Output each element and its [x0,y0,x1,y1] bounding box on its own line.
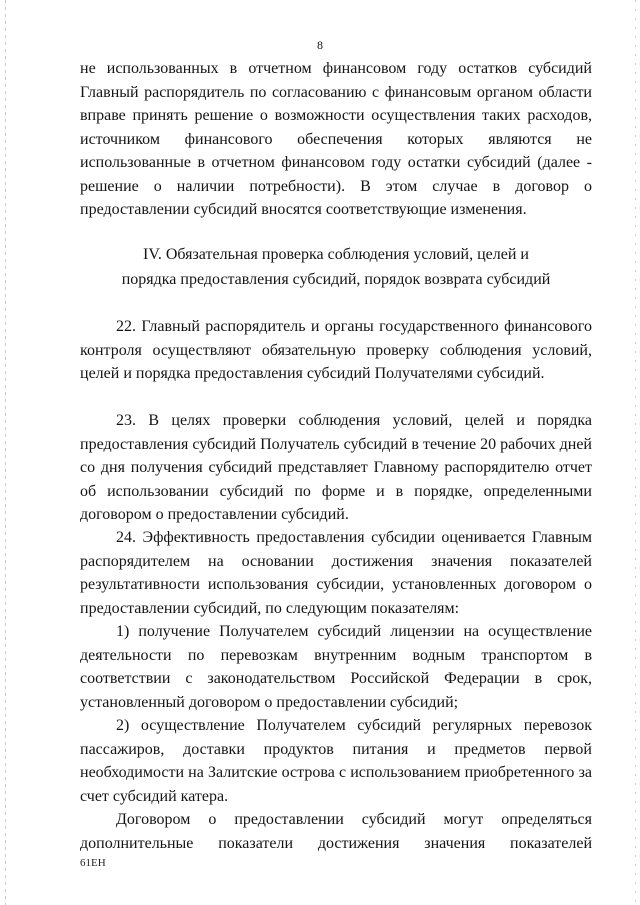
list-item-2: 2) осуществление Получателем субсидий регулярных перевозок пассажиров, доставки продуктов питания и предметов первой необходимости на Залитские острова с использованием приобретенного за счет субсидий катера. [80,717,592,805]
paragraph-intro: не использованных в отчетном финансовом году остатков субсидий Главный распорядитель по согласованию с финансовым органом области вправе принять решение о возможности осуществления таких расходов, источником финансового обеспечения которых являются не использованные в отчетном финансовом году остатки субсидий (далее - решение о наличии потребности). В этом случае в договор о предоставлении субсидий вносятся соответствующие изменения. [80,60,592,218]
scan-edge-right [635,0,636,905]
section-heading-line-1: IV. Обязательная проверка соблюдения условий, целей и [143,246,529,263]
clause-24: 24. Эффективность предоставления субсидии оценивается Главным распорядителем на основании достижения значения показателей результативности использования субсидии, установленных договором о предоставлении субсидий, по следующим показателям: [80,529,592,617]
scan-edge-left [5,0,6,905]
clause-22: 22. Главный распорядитель и органы государственного финансового контроля осуществляют обязательную проверку соблюдения условий, целей и порядка предоставления субсидий Получателями субсидий. [80,318,592,382]
section-heading [80,242,592,292]
section-heading-line-2: порядка предоставления субсидий, порядок возврата субсидий [121,271,551,288]
list-item-1: 1) получение Получателем субсидий лицензии на осуществление деятельности по перевозкам внутренним водным транспортом в соответствии с законодательством Российской Федерации в срок, установленный договором о предоставлении субсидий; [80,623,592,711]
document-code: 61ЕН [80,857,106,869]
clause-23: 23. В целях проверки соблюдения условий, целей и порядка предоставления субсидий Получатель субсидий в течение 20 рабочих дней со дня получения субсидий представляет Главному распорядителю отчет об использовании субсидий по форме и в порядке, определенными договором о предоставлении субсидий. [80,412,592,523]
page-number: 8 [317,38,323,52]
closing-paragraph: Договором о предоставлении субсидий могут определяться дополнительные показатели достижения значения показателей [80,811,592,852]
